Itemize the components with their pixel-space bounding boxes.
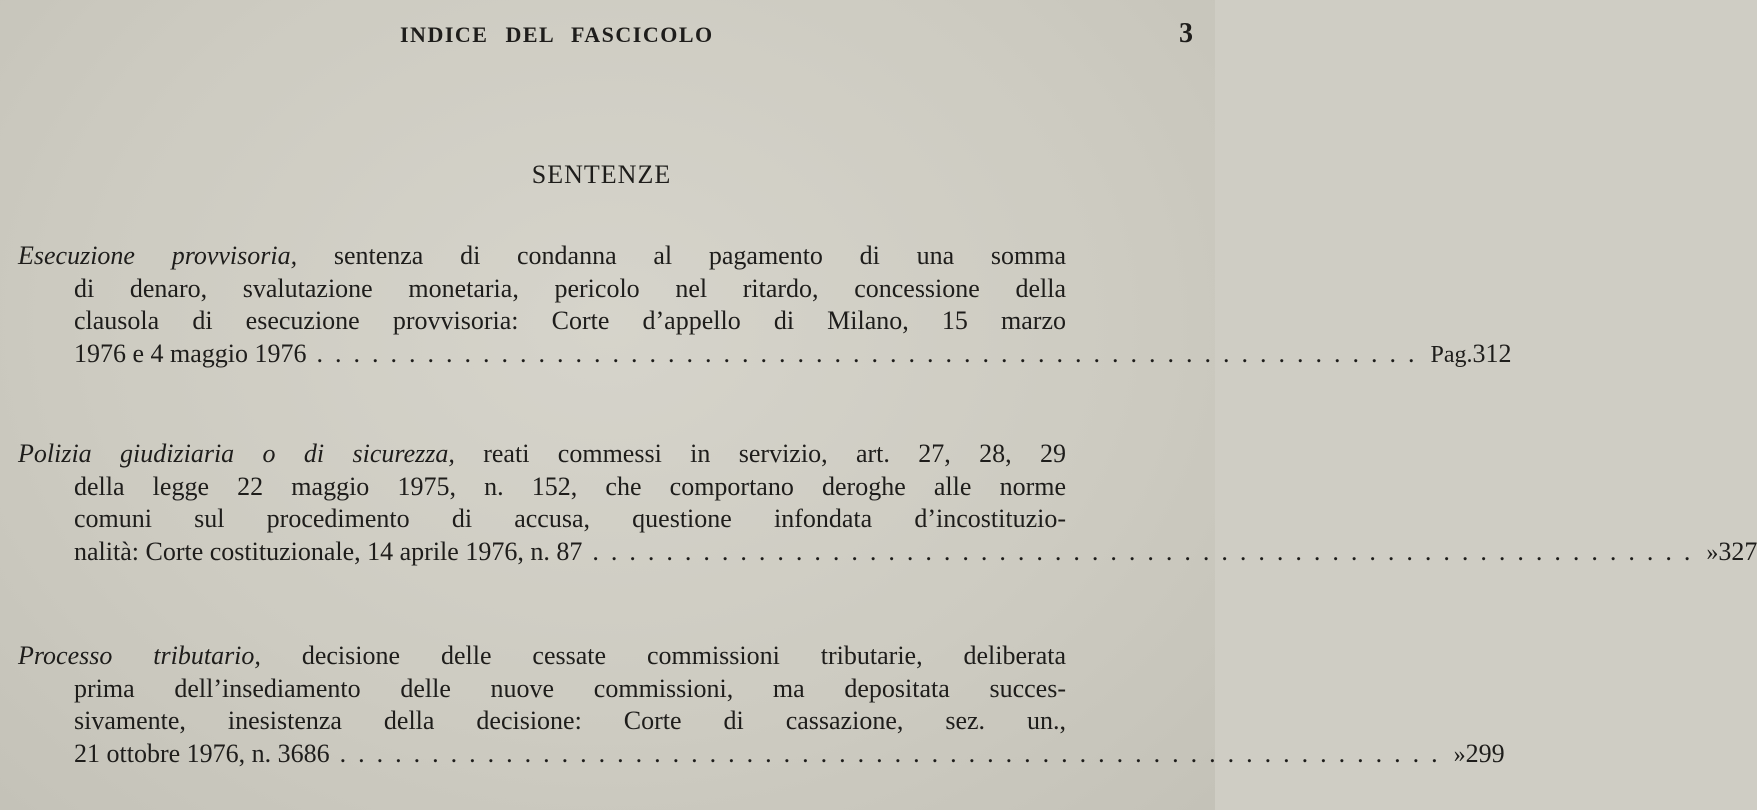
- dot-leader: ............................................................: [592, 536, 1703, 566]
- page-ref-prefix: »: [1706, 539, 1719, 566]
- entry-text: nalità: Corte costituzionale, 14 aprile 1976, n. 87: [74, 536, 583, 566]
- page-ref-number: 299: [1465, 738, 1505, 768]
- entry-first-line: [18, 640, 1066, 673]
- page-reference[interactable]: [1454, 738, 1505, 772]
- entry-text-line: prima dell’insediamento delle nuove commissioni, ma depositata succes-: [74, 673, 1066, 703]
- entry-text: reati commessi in servizio, art. 27, 28, 29: [454, 439, 1067, 468]
- entry-text: 21 ottobre 1976, n. 3686: [74, 738, 330, 768]
- page-ref-number: 327: [1718, 536, 1757, 566]
- entry-text-line: di denaro, svalutazione monetaria, pericolo nel ritardo, concessione della: [74, 273, 1066, 303]
- entry-last-line: [74, 738, 1505, 771]
- section-title: [0, 160, 1215, 190]
- page-ref-prefix: »: [1453, 741, 1466, 768]
- page-ref-number: 312: [1472, 338, 1512, 368]
- index-entry: [18, 240, 1512, 370]
- dot-leader: ............................................................: [316, 338, 1427, 368]
- index-entry: [18, 640, 1505, 770]
- entry-term: Processo tributario,: [18, 641, 261, 670]
- entry-text: sentenza di condanna al pagamento di una somma: [297, 241, 1066, 270]
- page-reference[interactable]: [1706, 536, 1757, 570]
- entry-first-line: [18, 240, 1066, 273]
- entry-first-line: [18, 438, 1066, 471]
- index-entry: [18, 438, 1757, 568]
- running-head: INDICE DEL FASCICOLO: [400, 22, 714, 47]
- page-ref-prefix: Pag.: [1430, 341, 1473, 368]
- entry-term: Polizia giudiziaria o di sicurezza,: [18, 439, 455, 468]
- entry-text-line: della legge 22 maggio 1975, n. 152, che comportano deroghe alle norme: [74, 471, 1066, 501]
- dot-leader: ............................................................: [339, 738, 1450, 768]
- section-title-text: SENTENZE: [531, 160, 672, 189]
- entry-last-line: [74, 338, 1512, 371]
- entry-term: Esecuzione provvisoria,: [18, 241, 298, 270]
- entry-last-line: [74, 536, 1757, 569]
- page-number: 3: [1179, 18, 1193, 49]
- entry-text: decisione delle cessate commissioni tributarie, deliberata: [260, 641, 1067, 670]
- page-reference[interactable]: [1431, 338, 1512, 372]
- entry-text: 1976 e 4 maggio 1976: [74, 338, 307, 368]
- entry-text-line: comuni sul procedimento di accusa, questione infondata d’incostituzio-: [74, 504, 1066, 533]
- entry-text-line: clausola di esecuzione provvisoria: Corte d’appello di Milano, 15 marzo: [74, 306, 1066, 335]
- entry-text-line: sivamente, inesistenza della decisione: Corte di cassazione, sez. un.,: [74, 706, 1066, 735]
